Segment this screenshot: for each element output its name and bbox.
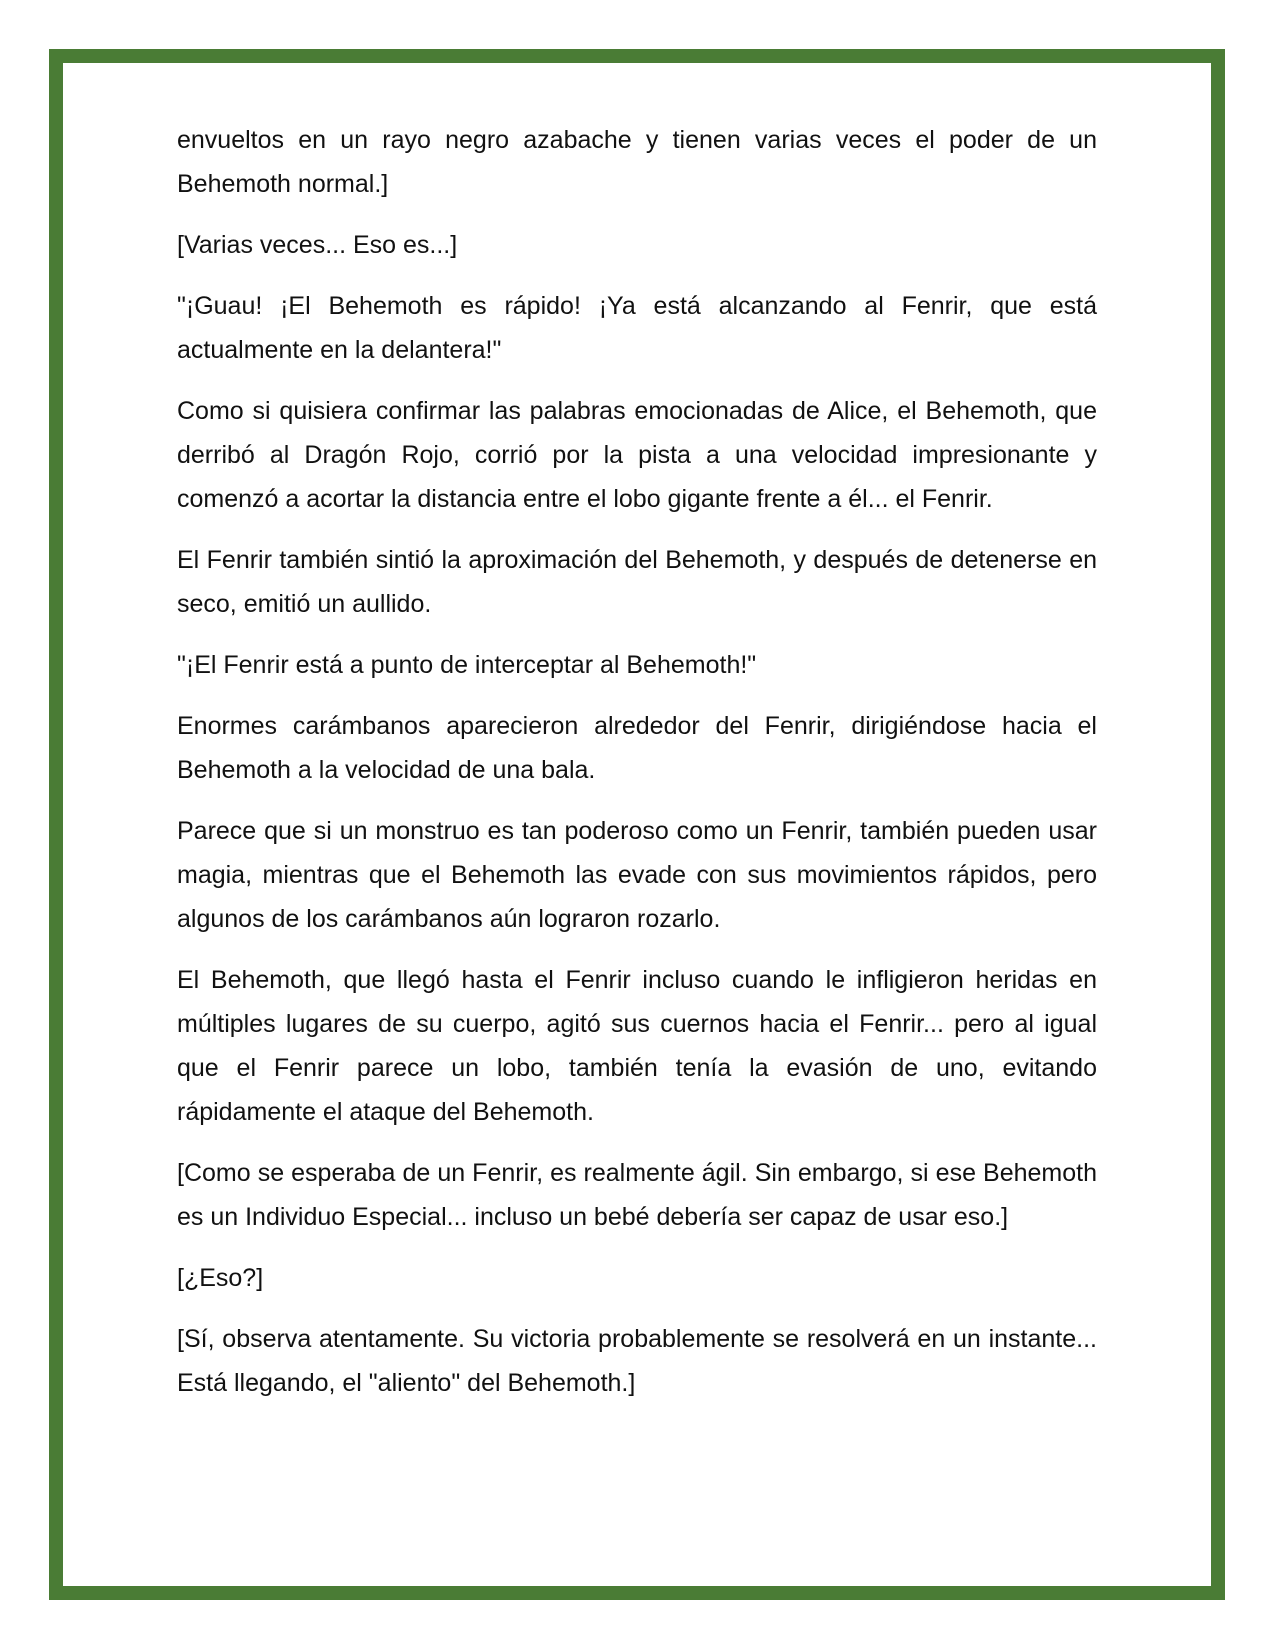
paragraph: [Sí, observa atentamente. Su victoria probablemente se resolverá en un instante... Está llegando, el "aliento" del Behemoth.] (177, 1325, 1097, 1397)
paragraph: "¡El Fenrir está a punto de interceptar al Behemoth!" (177, 651, 757, 679)
paragraph: El Behemoth, que llegó hasta el Fenrir incluso cuando le infligieron heridas en múltiples lugares de su cuerpo, agitó sus cuernos hacia el Fenrir... pero al igual que el Fenrir parece un lobo, también tenía la evasión de uno, evitando rápidamente el ataque del Behemoth. (177, 966, 1097, 1126)
paragraph: Enormes carámbanos aparecieron alrededor del Fenrir, dirigiéndose hacia el Behemoth a la velocidad de una bala. (177, 712, 1097, 784)
paragraph: [Varias veces... Eso es...] (177, 231, 458, 259)
document-body (177, 118, 1097, 1422)
paragraph: "¡Guau! ¡El Behemoth es rápido! ¡Ya está alcanzando al Fenrir, que está actualmente en la delantera!" (177, 292, 1097, 364)
paragraph: El Fenrir también sintió la aproximación del Behemoth, y después de detenerse en seco, emitió un aullido. (177, 546, 1097, 618)
paragraph: Como si quisiera confirmar las palabras emocionadas de Alice, el Behemoth, que derribó al Dragón Rojo, corrió por la pista a una velocidad impresionante y comenzó a acortar la distancia entre el lobo gigante frente a él... el Fenrir. (177, 397, 1097, 513)
paragraph: [Como se esperaba de un Fenrir, es realmente ágil. Sin embargo, si ese Behemoth es un Individuo Especial... incluso un bebé debería ser capaz de usar eso.] (177, 1159, 1097, 1231)
paragraph: [¿Eso?] (177, 1264, 264, 1292)
paragraph: envueltos en un rayo negro azabache y tienen varias veces el poder de un Behemoth normal.] (177, 126, 1097, 198)
paragraph: Parece que si un monstruo es tan poderoso como un Fenrir, también pueden usar magia, mientras que el Behemoth las evade con sus movimientos rápidos, pero algunos de los carámbanos aún lograron rozarlo. (177, 817, 1097, 933)
